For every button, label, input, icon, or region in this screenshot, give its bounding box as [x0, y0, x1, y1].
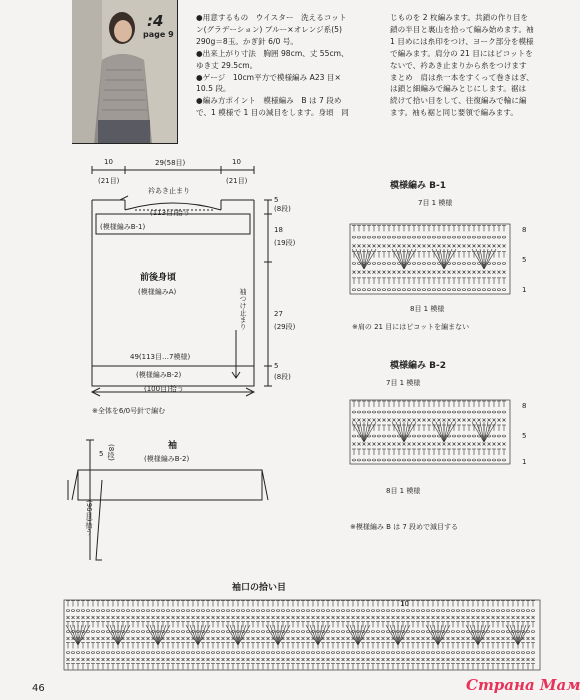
- materials-line: ●用意するもの ウイスター 洗えるコット: [196, 13, 347, 22]
- right-dim-mid: 18: [274, 226, 283, 234]
- band-bottom-label: (模様編みB-2): [136, 371, 182, 379]
- dim-top-left: 10: [104, 158, 113, 166]
- watermark-logo: Страна Мам: [466, 676, 580, 694]
- right-dim-top: 5: [274, 196, 279, 204]
- materials-line: ゆき丈 29.5cm。: [196, 60, 258, 70]
- instructions-line: ます。袖も裾と同じ要領で編みます。: [390, 108, 518, 118]
- chart-b2-repeat-bottom: 8目 1 模様: [386, 487, 421, 495]
- right-dim-bot-rows: (8段): [274, 373, 291, 381]
- materials-line: ●編み方ポイント 模様編み B は 7 段め: [196, 96, 342, 106]
- pickup-top-label: (113目)拾う: [150, 209, 190, 217]
- instructions-line: ないで、衿あき止まりから糸をつけます: [390, 60, 527, 70]
- chart-b1-note: ※肩の 21 目にはピコットを編まない: [352, 323, 470, 331]
- sleeve-top-val: 5: [99, 450, 104, 458]
- body-title: 前後身頃: [140, 273, 177, 283]
- chart-b1-row5: 5: [522, 256, 527, 264]
- cuff-row-label: 10: [400, 600, 409, 608]
- chart-b2-note: ※模様編み B は 7 段めで減目する: [350, 523, 459, 531]
- chart-b2-row8: 8: [522, 402, 527, 410]
- instructions-line: で編みます。肩分の 21 目にはピコットを: [390, 48, 533, 58]
- dim-top-left-rows: (21目): [98, 177, 120, 185]
- materials-line: ン(グラデーション) ブルー×オレンジ系(5): [196, 24, 342, 34]
- dim-top-right-rows: (21目): [226, 177, 248, 185]
- instructions-line: まとめ 肩は糸一本をすくって巻きはぎ、: [390, 72, 534, 82]
- body-note: ※全体を6/0号針で編む: [92, 407, 166, 415]
- chart-b1-repeat-bottom: 8目 1 模様: [410, 305, 445, 313]
- right-dim-mid-rows: (19段): [274, 239, 296, 247]
- instructions-line: 続けて拾い目をして、往復編みで輪に編: [390, 96, 527, 106]
- dim-top-right: 10: [232, 158, 241, 166]
- cuff-chart-title: 袖口の拾い目: [232, 583, 287, 593]
- dim-top-mid: 29(58目): [155, 159, 186, 167]
- sleeve-title: 袖: [168, 441, 178, 451]
- body-pattern-label: (模様編みA): [138, 288, 177, 296]
- right-dim-bot: 5: [274, 362, 279, 370]
- instructions-line: は鎖と細編みで編みとじにします。裾は: [390, 84, 527, 94]
- sleeve-top-rows: (8段): [107, 444, 115, 461]
- materials-line: ●出来上がり寸法 胸囲 98cm、丈 55cm、: [196, 48, 349, 58]
- pattern-number: :4: [147, 12, 164, 30]
- band-top-label: (模様編みB-1): [100, 223, 146, 231]
- chart-b1-repeat-top: 7目 1 模様: [418, 199, 453, 207]
- sleeve-pattern-label: (模様編みB-2): [144, 455, 190, 463]
- materials-line: 290g＝8玉。かぎ針 6/0 号。: [196, 36, 298, 46]
- instructions-line: 1 目めには糸印をつけ、ヨーク部分を模様: [390, 36, 534, 46]
- chart-b1-row1: 1: [522, 286, 527, 294]
- chart-b2-row5: 5: [522, 432, 527, 440]
- page-number: 46: [32, 683, 45, 694]
- right-dim-low-rows: (29段): [274, 323, 296, 331]
- materials-line: で、1 模様で 1 目の減目をします。身頃 同: [196, 108, 349, 118]
- sleeve-pickup-label: (96目)拾う: [85, 500, 93, 536]
- chart-b2-title: 模様編み B-2: [390, 361, 446, 371]
- page-reference: page 9: [143, 30, 174, 39]
- materials-line: 10.5 段。: [196, 84, 231, 94]
- right-dim-top-rows: (8段): [274, 205, 291, 213]
- neck-stop-label: 衿あき止まり: [148, 187, 190, 195]
- right-dim-low: 27: [274, 310, 283, 318]
- chart-b1-title: 模様編み B-1: [390, 181, 446, 191]
- chart-b2-repeat-top: 7目 1 模様: [386, 379, 421, 387]
- instructions-line: じものを 2 枚編みます。共鎖の作り目を: [390, 13, 529, 22]
- bottom-count-label: 49(113目…7模様): [130, 353, 191, 361]
- chart-b2-row1: 1: [522, 458, 527, 466]
- sleeve-stop-label: 袖つけ止まり: [239, 288, 247, 330]
- instructions-line: 鎖の半目と裏山を拾って編み始めます。袖: [390, 24, 534, 34]
- chart-b1-row8: 8: [522, 226, 527, 234]
- pickup-bottom-label: (100目)拾う: [144, 385, 184, 393]
- materials-line: ●ゲージ 10cm平方で模様編み A23 目×: [196, 72, 341, 82]
